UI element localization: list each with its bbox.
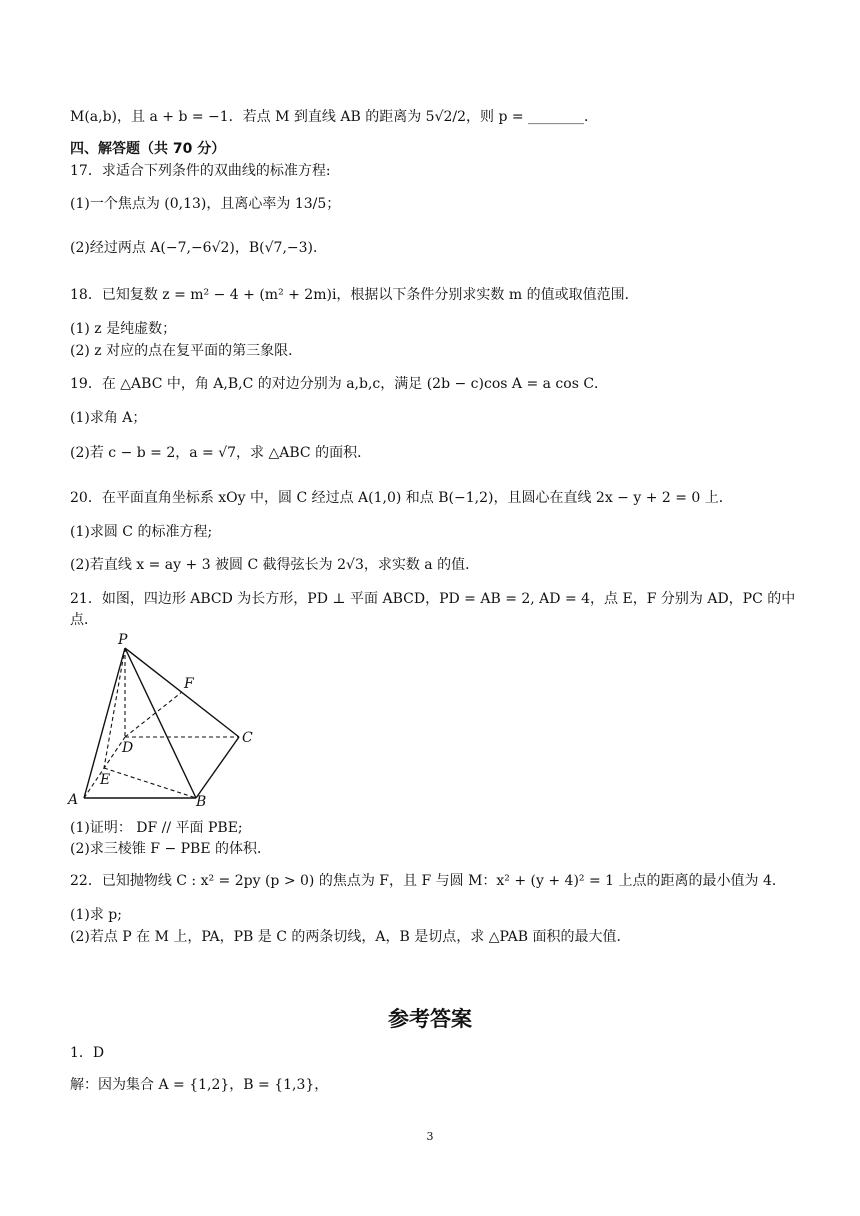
q17-part2: (2)经过两点 A(−7,−6√2)，B(√7,−3)．	[70, 240, 327, 256]
answers-title: 参考答案	[388, 1007, 472, 1031]
segment-DF	[125, 692, 182, 737]
label-C: C	[242, 730, 253, 746]
edge-PB	[125, 648, 196, 798]
section-heading: 四、解答题（共 70 分）	[70, 141, 226, 157]
q18-part1: (1) z 是纯虚数；	[70, 321, 177, 337]
label-D: D	[122, 740, 134, 756]
answer-1-solution: 解：因为集合 A = {1,2}，B = {1,3}，	[70, 1077, 329, 1093]
pyramid-figure	[62, 630, 272, 810]
page-number: 3	[426, 1130, 434, 1143]
q17-stem: 17．求适合下列条件的双曲线的标准方程:	[70, 163, 331, 179]
q21-stem-end: 点．	[70, 612, 98, 628]
q19-part1: (1)求角 A；	[70, 410, 147, 426]
q18-part2: (2) z 对应的点在复平面的第三象限．	[70, 343, 303, 359]
answer-1: 1．D	[70, 1045, 105, 1061]
q21-stem: 21．如图，四边形 ABCD 为长方形，PD ⊥ 平面 ABCD，PD = AB = 2, AD = 4，点 E，F 分别为 AD，PC 的中	[70, 591, 796, 607]
q21-part1: (1)证明： DF // 平面 PBE;	[70, 820, 243, 836]
q22-part1: (1)求 p;	[70, 907, 122, 923]
segment-EB	[104, 768, 196, 798]
q16-continuation: M(a,b)，且 a + b = −1．若点 M 到直线 AB 的距离为 5√2/2，则 p = ________．	[70, 109, 599, 125]
label-E: E	[100, 772, 111, 788]
label-F: F	[184, 676, 194, 692]
label-B: B	[196, 794, 207, 810]
q21-part2: (2)求三棱锥 F − PBE 的体积．	[70, 841, 272, 857]
q20-part2: (2)若直线 x = ay + 3 被圆 C 截得弦长为 2√3，求实数 a 的值．	[70, 557, 480, 573]
q19-stem: 19．在 △ABC 中，角 A,B,C 的对边分别为 a,b,c，满足 (2b − c)cos A = a cos C．	[70, 376, 609, 392]
label-P: P	[118, 632, 128, 648]
q22-part2: (2)若点 P 在 M 上，PA，PB 是 C 的两条切线，A，B 是切点，求 △PAB 面积的最大值．	[70, 929, 631, 945]
edge-BC	[196, 737, 239, 798]
q20-part1: (1)求圆 C 的标准方程;	[70, 524, 213, 540]
q22-stem: 22．已知抛物线 C : x² = 2py (p > 0) 的焦点为 F，且 F 与圆 M：x² + (y + 4)² = 1 上点的距离的最小值为 4．	[70, 873, 786, 889]
label-A: A	[68, 792, 79, 808]
q18-stem: 18．已知复数 z = m² − 4 + (m² + 2m)i，根据以下条件分别求实数 m 的值或取值范围．	[70, 287, 639, 303]
q17-part1: (1)一个焦点为 (0,13)，且离心率为 13/5；	[70, 196, 341, 212]
q19-part2: (2)若 c − b = 2，a = √7，求 △ABC 的面积．	[70, 445, 372, 461]
q20-stem: 20．在平面直角坐标系 xOy 中，圆 C 经过点 A(1,0) 和点 B(−1,2)，且圆心在直线 2x − y + 2 = 0 上．	[70, 490, 733, 506]
